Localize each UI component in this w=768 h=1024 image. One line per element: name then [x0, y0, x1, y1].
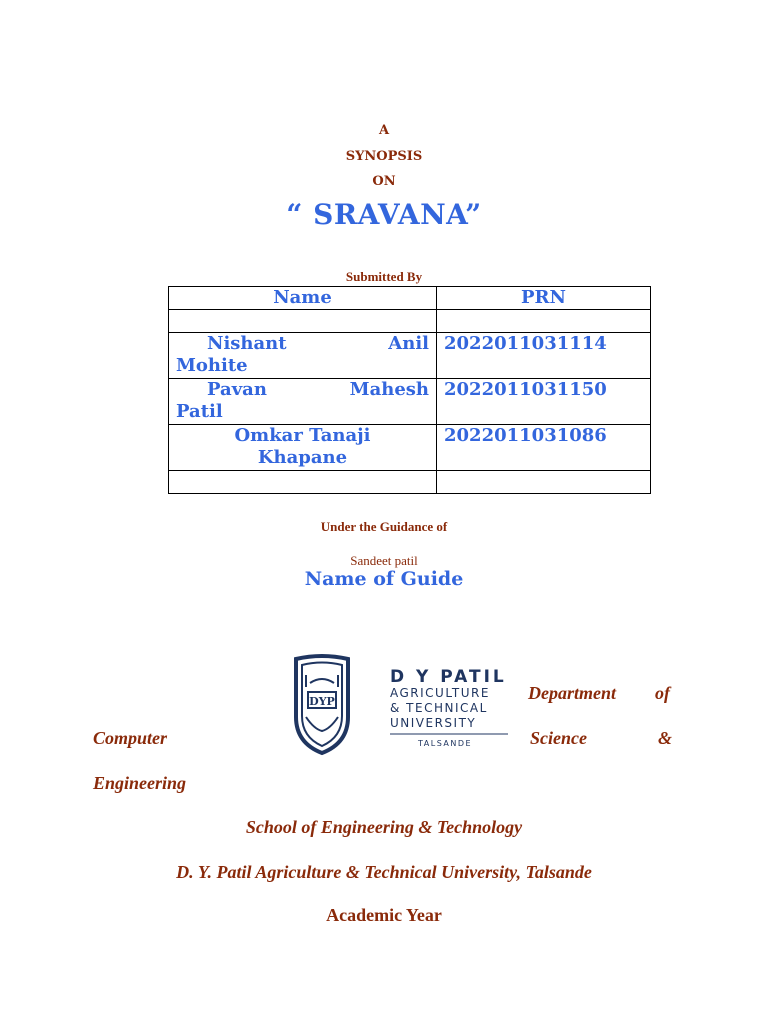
dept-word-of: of: [655, 683, 670, 703]
guide-name-placeholder: Name of Guide: [304, 568, 464, 590]
svg-text:& TECHNICAL: & TECHNICAL: [390, 701, 488, 715]
school-name: School of Engineering & Technology: [245, 817, 523, 837]
table-header-row: [169, 287, 651, 310]
table-cell-empty: [437, 471, 651, 494]
guidance-label: Under the Guidance of: [320, 519, 448, 534]
student-last-name: Mohite: [176, 355, 248, 376]
table-cell-empty: [437, 310, 651, 333]
svg-text:D Y PATIL: D Y PATIL: [390, 667, 507, 687]
dept-word-engineering: Engineering: [93, 773, 187, 793]
header-synopsis: SYNOPSIS: [345, 149, 423, 164]
svg-text:UNIVERSITY: UNIVERSITY: [390, 716, 477, 730]
header-a: A: [378, 123, 390, 138]
column-header-prn: PRN: [437, 287, 651, 310]
student-name-cell: [169, 333, 437, 379]
table-row-empty: [169, 471, 651, 494]
submitted-by-label: Submitted By: [345, 269, 423, 284]
shield-emblem-icon: [296, 656, 348, 753]
student-name-line1: Omkar Tanaji: [234, 425, 371, 446]
dept-word-department: Department: [528, 683, 616, 703]
student-prn: 2022011031114: [437, 333, 651, 379]
student-first-name: Pavan: [207, 379, 267, 400]
students-table: [168, 286, 651, 494]
student-middle-name: Mahesh: [349, 379, 429, 400]
student-name-line2: Khapane: [257, 447, 348, 468]
table-row: [169, 379, 651, 425]
table-row-empty: [169, 310, 651, 333]
project-title: “ SRAVANA”: [286, 198, 482, 231]
student-last-name: Patil: [176, 401, 223, 422]
table-row: [169, 425, 651, 471]
academic-year: Academic Year: [326, 905, 442, 925]
student-prn: 2022011031086: [437, 425, 651, 471]
column-header-name: Name: [169, 287, 437, 310]
table-cell-empty: [169, 310, 437, 333]
table-row: [169, 333, 651, 379]
student-name-cell: [169, 379, 437, 425]
student-first-name: Nishant: [207, 333, 287, 354]
svg-text:TALSANDE: TALSANDE: [418, 739, 473, 748]
university-logo-image: [240, 625, 526, 775]
student-middle-name: Anil: [388, 333, 429, 354]
header-on: ON: [372, 174, 396, 189]
dept-word-ampersand: &: [658, 728, 673, 748]
svg-text:DYP: DYP: [309, 695, 335, 708]
student-prn: 2022011031150: [437, 379, 651, 425]
dept-word-science: Science: [530, 728, 587, 748]
table-cell-empty: [169, 471, 437, 494]
university-logo: [240, 625, 526, 775]
dept-word-computer: Computer: [93, 728, 168, 748]
guide-name: Sandeet patil: [350, 553, 418, 568]
svg-text:AGRICULTURE: AGRICULTURE: [390, 686, 490, 700]
university-name: D. Y. Patil Agriculture & Technical University, Talsande: [176, 862, 592, 882]
student-name-cell: [169, 425, 437, 471]
